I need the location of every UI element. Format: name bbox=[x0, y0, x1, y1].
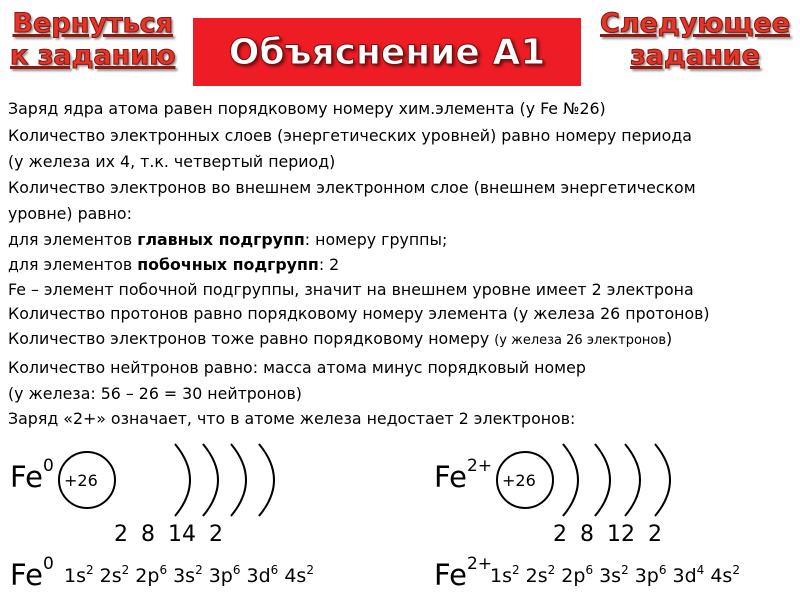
text-line-outer-electrons: Количество электронов во внешнем электронном слое (внешнем энергетическом bbox=[8, 178, 696, 197]
fe0-shell-count-2: 8 bbox=[141, 522, 155, 547]
fe0-orbital-2s: 2s bbox=[99, 565, 122, 587]
fe2-config-term-2s bbox=[526, 565, 556, 587]
text-line-outer-electrons-cont: уровне) равно: bbox=[8, 204, 132, 223]
text-line-neutrons-calc: (у железа: 56 – 26 = 30 нейтронов) bbox=[8, 384, 302, 403]
fe0-shell-count-3: 14 bbox=[168, 522, 196, 547]
fe0-orbital-electrons-2p: 6 bbox=[159, 563, 168, 577]
main-subgroups-pre: для элементов bbox=[8, 230, 138, 249]
fe2-config-charge: 2+ bbox=[466, 554, 492, 574]
fe2-shell-count-2: 8 bbox=[580, 522, 594, 547]
fe0-orbital-electrons-2s: 2 bbox=[121, 563, 130, 577]
fe0-charge: 0 bbox=[42, 456, 54, 476]
text-line-layers: Количество электронных слоев (энергетических уровней) равно номеру периода bbox=[8, 126, 692, 145]
fe0-config-term-2s bbox=[100, 565, 130, 587]
text-line-layers-note: (у железа их 4, т.к. четвертый период) bbox=[8, 152, 336, 171]
fe0-config-term-3p bbox=[209, 565, 241, 587]
fe2-config-term-1s bbox=[490, 565, 520, 587]
fe0-orbital-electrons-3s: 2 bbox=[195, 563, 203, 577]
fe0-shell-1 bbox=[175, 444, 190, 516]
fe2-shell-4 bbox=[655, 444, 670, 516]
fe0-shell-2 bbox=[203, 444, 218, 516]
fe0-shell-3 bbox=[231, 444, 246, 516]
fe2-config-symbol bbox=[434, 554, 492, 592]
fe0-config-charge: 0 bbox=[42, 554, 54, 574]
fe2-config-term-3p bbox=[635, 565, 667, 587]
fe0-config-term-3s bbox=[173, 565, 203, 587]
fe0-nucleus-charge: +26 bbox=[64, 471, 98, 490]
fe0-orbital-3p: 3p bbox=[208, 565, 233, 587]
fe0-config-term-2p bbox=[135, 565, 167, 587]
fe0-orbital-2p: 2p bbox=[135, 565, 160, 587]
fe0-config-symbol-text: Fe bbox=[10, 558, 43, 592]
fe0-shell-count-1: 2 bbox=[114, 522, 128, 547]
fe0-orbital-electrons-3p: 6 bbox=[232, 563, 241, 577]
fe0-shell-counts bbox=[114, 522, 223, 547]
fe2-orbital-electrons-2p: 6 bbox=[585, 563, 594, 577]
fe2-orbital-electrons-3d: 4 bbox=[696, 563, 705, 577]
electrons-end: ) bbox=[666, 329, 673, 348]
next-task-link[interactable] bbox=[600, 8, 790, 72]
fe0-orbital-4s: 4s bbox=[284, 565, 307, 587]
fe0-shell-4 bbox=[259, 444, 274, 516]
back-link-line2: к заданию bbox=[10, 40, 176, 71]
back-link-line1: Вернуться bbox=[12, 8, 174, 39]
fe0-orbital-3s: 3s bbox=[173, 565, 196, 587]
fe2-config-term-4s bbox=[710, 565, 740, 587]
fe2-shell-counts bbox=[553, 522, 662, 547]
fe2-shell-2 bbox=[595, 444, 610, 516]
fe2-orbital-electrons-3p: 6 bbox=[658, 563, 667, 577]
fe0-orbital-1s: 1s bbox=[64, 565, 86, 587]
side-subgroups-bold: побочных подгрупп bbox=[137, 255, 319, 274]
main-subgroups-bold: главных подгрупп bbox=[137, 230, 305, 249]
fe2-orbital-3d: 3d bbox=[672, 565, 697, 587]
fe2-config-term-3d bbox=[673, 565, 705, 587]
fe0-electron-config bbox=[64, 565, 320, 587]
fe0-orbital-3d: 3d bbox=[246, 565, 271, 587]
fe2-orbital-3p: 3p bbox=[634, 565, 659, 587]
back-to-task-link[interactable] bbox=[10, 8, 175, 72]
fe0-config-term-3d bbox=[247, 565, 279, 587]
fe2-symbol bbox=[434, 456, 492, 494]
fe2-orbital-2p: 2p bbox=[561, 565, 586, 587]
fe2-orbital-electrons-4s: 2 bbox=[732, 563, 740, 577]
fe2-orbital-1s: 1s bbox=[490, 565, 512, 587]
fe2-config-symbol-text: Fe bbox=[434, 558, 467, 592]
fe0-symbol bbox=[10, 456, 54, 494]
text-line-protons: Количество протонов равно порядковому номеру элемента (у железа 26 протонов) bbox=[8, 304, 710, 323]
fe0-orbital-electrons-3d: 6 bbox=[270, 563, 279, 577]
fe0-shell-count-4: 2 bbox=[209, 522, 223, 547]
fe0-config-term-1s bbox=[64, 565, 94, 587]
electrons-small: (у железа 26 электронов bbox=[494, 333, 667, 348]
fe2-orbital-4s: 4s bbox=[710, 565, 733, 587]
fe2-shell-3 bbox=[625, 444, 640, 516]
electrons-main: Количество электронов тоже равно порядковому номеру bbox=[8, 329, 495, 348]
fe2-shell-count-3: 12 bbox=[607, 522, 635, 547]
fe2-orbital-2s: 2s bbox=[525, 565, 548, 587]
next-link-line2: задание bbox=[630, 40, 760, 71]
fe2-config-term-3s bbox=[599, 565, 629, 587]
fe2-electron-config bbox=[490, 565, 746, 587]
text-line-side-subgroups bbox=[8, 254, 339, 276]
fe2-orbital-electrons-2s: 2 bbox=[547, 563, 556, 577]
fe0-config-symbol bbox=[10, 554, 54, 592]
fe2-orbital-electrons-3s: 2 bbox=[621, 563, 629, 577]
text-line-nucleus-charge: Заряд ядра атома равен порядковому номеру хим.элемента (у Fe №26) bbox=[8, 99, 606, 118]
page-title: Объяснение А1 bbox=[228, 31, 546, 73]
next-link-line1: Следующее bbox=[600, 8, 791, 39]
fe2-shell-count-4: 2 bbox=[648, 522, 662, 547]
fe2-symbol-text: Fe bbox=[434, 460, 467, 494]
fe2-orbital-3s: 3s bbox=[599, 565, 622, 587]
text-line-electrons bbox=[8, 328, 672, 352]
text-line-main-subgroups bbox=[8, 229, 447, 251]
fe2-charge: 2+ bbox=[466, 456, 492, 476]
fe0-config-term-4s bbox=[284, 565, 314, 587]
text-line-neutrons: Количество нейтронов равно: масса атома минус порядковый номер bbox=[8, 358, 586, 377]
main-subgroups-post: : номеру группы; bbox=[304, 230, 448, 249]
fe0-orbital-electrons-4s: 2 bbox=[306, 563, 314, 577]
fe0-symbol-text: Fe bbox=[10, 460, 43, 494]
side-subgroups-pre: для элементов bbox=[8, 255, 138, 274]
fe2-orbital-electrons-1s: 2 bbox=[512, 563, 520, 577]
fe2-nucleus-charge: +26 bbox=[502, 471, 536, 490]
title-banner bbox=[193, 18, 581, 86]
side-subgroups-post: : 2 bbox=[318, 255, 340, 274]
fe2-shell-count-1: 2 bbox=[553, 522, 567, 547]
fe0-orbital-electrons-1s: 2 bbox=[86, 563, 94, 577]
text-line-charge-meaning: Заряд «2+» означает, что в атоме железа недостает 2 электронов: bbox=[8, 409, 576, 428]
text-line-fe-subgroup: Fe – элемент побочной подгруппы, значит на внешнем уровне имеет 2 электрона bbox=[8, 280, 694, 299]
fe2-config-term-2p bbox=[561, 565, 593, 587]
fe2-shell-1 bbox=[563, 444, 578, 516]
